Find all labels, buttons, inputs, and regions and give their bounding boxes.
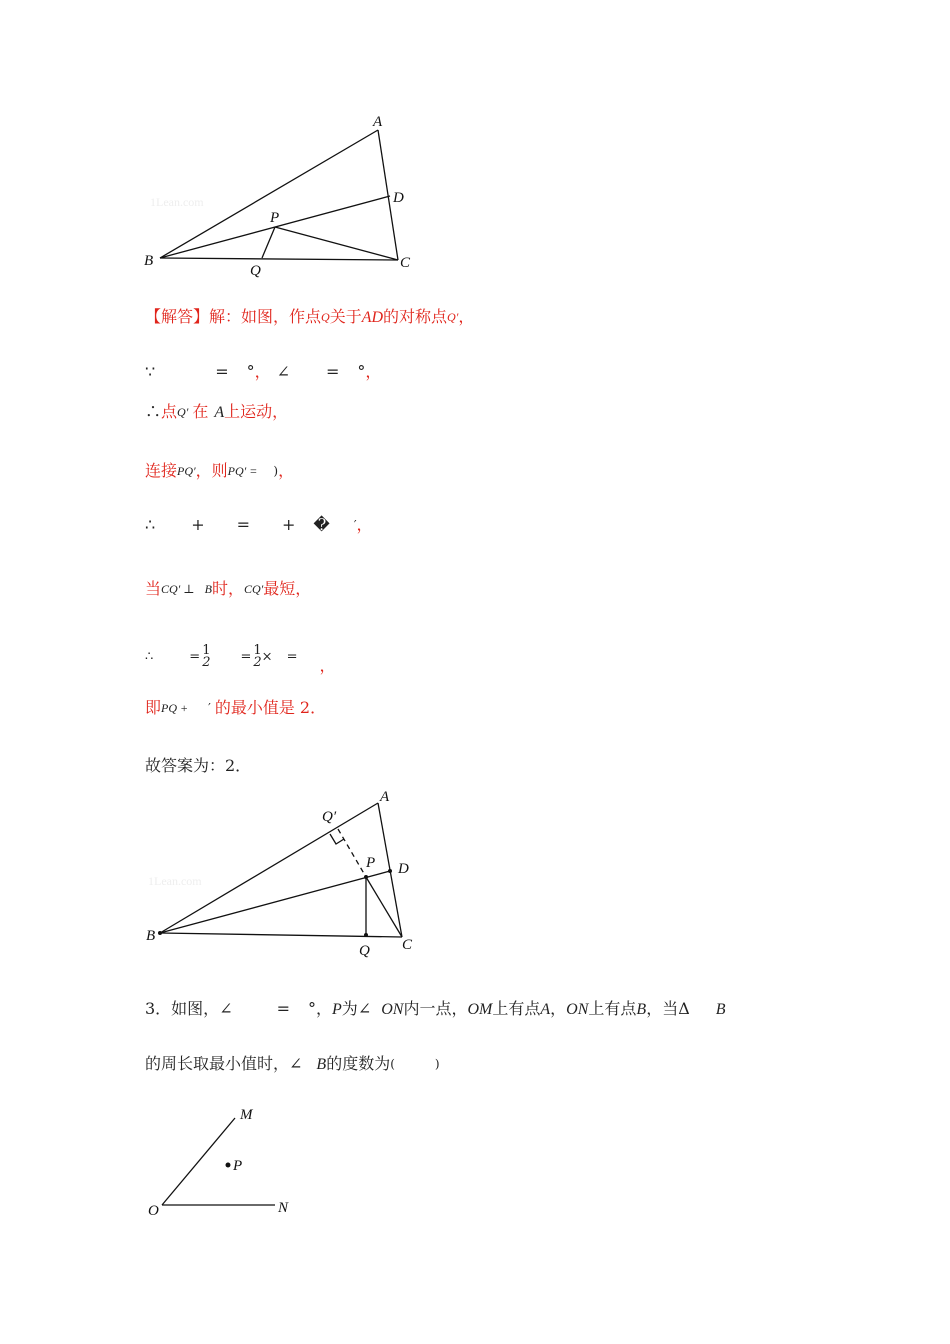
point-p — [226, 1163, 231, 1168]
figure-angle-mon — [140, 1100, 310, 1225]
label-q-prime: Q′ — [322, 809, 337, 825]
solution-line-3 — [145, 402, 288, 423]
label-o: O — [148, 1203, 159, 1219]
text: ′ — [353, 518, 357, 532]
label-d: D — [398, 861, 409, 877]
figure-triangle-reflection — [140, 785, 430, 965]
math-om: OM — [467, 1001, 493, 1018]
text: 时， — [211, 579, 244, 598]
text: 上运动， — [224, 402, 289, 421]
text: ， — [316, 999, 333, 1018]
text: ， — [550, 999, 567, 1018]
text: + — [282, 515, 296, 534]
solution-line-2 — [145, 362, 381, 382]
angle-symbol: ∠ — [289, 1054, 303, 1073]
watermark: 1Lean.com — [148, 874, 202, 888]
label-a: A — [380, 789, 390, 805]
text: 的对称点 — [383, 307, 448, 326]
text: ，则 — [195, 461, 228, 480]
label-q: Q — [359, 943, 370, 959]
label-n: N — [278, 1200, 289, 1216]
text: ， — [254, 362, 271, 381]
angle-symbol: ∠ — [357, 999, 372, 1018]
text: ° — [357, 362, 366, 381]
label-p: P — [270, 210, 280, 226]
text: ) — [434, 1057, 440, 1071]
math-b: B — [204, 582, 212, 596]
text: ° — [246, 362, 255, 381]
text: ， — [356, 515, 373, 534]
math-a: A — [540, 1001, 551, 1018]
text: 的度数为 — [326, 1054, 391, 1073]
text: 内一点， — [403, 999, 468, 1018]
math-q-prime: Q′ — [447, 310, 459, 324]
text: 最短， — [263, 579, 312, 598]
because-symbol: ∵ — [145, 362, 156, 381]
text: 3．如图， — [145, 999, 220, 1018]
point-q — [364, 933, 368, 937]
delta-symbol: Δ — [678, 999, 690, 1018]
text: 1 — [202, 643, 211, 658]
text: 【解答】解：如图，作点 — [145, 307, 322, 326]
text: 1 — [253, 643, 262, 658]
text: ， — [365, 362, 382, 381]
math-p: P — [332, 1001, 342, 1018]
text: + — [191, 515, 205, 534]
math-pq-plus: PQ + — [161, 701, 189, 715]
label-p: P — [233, 1158, 243, 1174]
text: 关于 — [329, 307, 362, 326]
solution-line-7 — [145, 643, 336, 675]
text: ， — [319, 655, 336, 675]
point-d — [388, 869, 392, 873]
text: = — [326, 362, 340, 381]
label-c: C — [402, 937, 413, 953]
text: ( — [390, 1057, 395, 1071]
therefore-symbol: ∴ — [145, 515, 156, 534]
solution-line-1 — [145, 307, 474, 328]
text: ° — [308, 999, 316, 1018]
text: ， — [458, 307, 475, 326]
text: ，当 — [646, 999, 679, 1018]
math-cq-prime: CQ′ — [243, 582, 264, 596]
math-pq-prime: PQ′ = — [227, 464, 258, 478]
text: ′ — [208, 701, 211, 715]
math-ad: AD — [361, 309, 384, 326]
text: 的周长取最小值时， — [145, 1054, 290, 1073]
solution-line-5 — [145, 515, 373, 535]
point-b — [158, 931, 162, 935]
text: 点 — [161, 402, 178, 421]
math-q-prime: Q′ — [177, 405, 189, 419]
math-pq-prime: PQ′ — [177, 464, 196, 478]
text: 当 — [145, 579, 162, 598]
math-b: B — [715, 1001, 726, 1018]
text: 为 — [341, 999, 358, 1018]
text: 2 — [202, 655, 211, 670]
text: = — [236, 515, 250, 534]
label-b: B — [146, 928, 156, 944]
text: 即 — [145, 698, 162, 717]
text: 上有点 — [492, 999, 541, 1018]
math-on: ON — [566, 1001, 589, 1018]
math-on: ON — [381, 1001, 404, 1018]
label-b: B — [144, 253, 154, 269]
text: = — [240, 649, 252, 665]
text: 上有点 — [588, 999, 637, 1018]
label-m: M — [240, 1107, 253, 1123]
angle-symbol: ∠ — [276, 362, 291, 381]
fraction — [253, 645, 261, 669]
math-q: Q — [321, 310, 330, 324]
therefore-symbol: ∴ — [145, 402, 162, 421]
fraction — [202, 645, 210, 669]
watermark: 1Lean.com — [150, 195, 204, 209]
math-cq-prime-perp: CQ′ ⊥ — [161, 582, 195, 596]
text: ) — [273, 464, 279, 478]
label-c: C — [400, 255, 411, 271]
text: = — [276, 999, 290, 1018]
label-q: Q — [250, 263, 261, 279]
text: = — [189, 649, 201, 665]
angle-symbol: ∠ — [219, 999, 233, 1018]
label-p: P — [366, 855, 376, 871]
solution-line-6 — [145, 579, 311, 599]
math-b: B — [316, 1056, 327, 1073]
math-a: A — [214, 404, 225, 421]
therefore-symbol: ∴ — [145, 649, 154, 665]
text: = — [286, 649, 298, 665]
text: ， — [278, 461, 295, 480]
problem-3-line-1 — [145, 999, 726, 1020]
solution-line-4 — [145, 461, 294, 481]
label-d: D — [393, 190, 404, 206]
text: = — [215, 362, 229, 381]
text: 连接 — [145, 461, 178, 480]
text: 的最小值是 2． — [214, 698, 327, 717]
solution-line-8 — [145, 698, 326, 718]
text: � — [313, 515, 330, 534]
problem-3-line-2 — [145, 1054, 440, 1075]
point-p — [364, 875, 368, 879]
text: 2 — [253, 655, 262, 670]
figure-triangle-abc — [140, 110, 420, 280]
text: 在 — [192, 402, 209, 421]
label-a: A — [373, 114, 383, 130]
math-b: B — [636, 1001, 647, 1018]
answer-line: 故答案为：2． — [145, 756, 252, 775]
text: × — [261, 649, 273, 665]
